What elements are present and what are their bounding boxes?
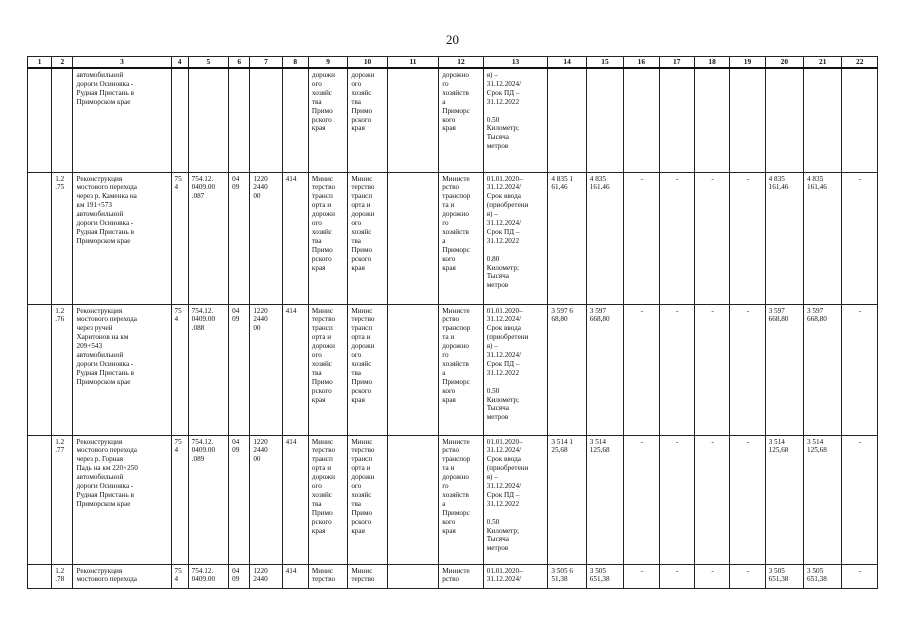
- table-cell: 1.2 .76: [52, 304, 73, 435]
- table-cell: [694, 68, 729, 172]
- table-cell: -: [842, 564, 878, 588]
- table-cell: 1.2 .75: [52, 172, 73, 304]
- table-cell: -: [659, 172, 694, 304]
- table-cell: автомобильной дороги Осиновка - Рудная Пристань в Приморском крае: [73, 68, 171, 172]
- table-cell: -: [659, 304, 694, 435]
- table-cell: -: [694, 564, 729, 588]
- table-cell: 75 4: [171, 172, 188, 304]
- column-header: 18: [694, 57, 729, 69]
- table-cell: 04 09: [229, 304, 250, 435]
- table-cell: -: [842, 172, 878, 304]
- table-cell: 75 4: [171, 564, 188, 588]
- table-cell: 754.12. 0409.00 .087: [188, 172, 228, 304]
- table-cell: [52, 68, 73, 172]
- table-cell: 1.2 .77: [52, 435, 73, 564]
- table-cell: 4 835 1 61,46: [548, 172, 586, 304]
- column-header: 19: [730, 57, 765, 69]
- table-row: [28, 304, 878, 435]
- table-cell: -: [659, 435, 694, 564]
- column-header: 16: [624, 57, 659, 69]
- table-cell: [624, 68, 659, 172]
- table-cell: 1220 2440: [250, 564, 282, 588]
- column-header: 3: [73, 57, 171, 69]
- table-cell: Минис терство: [348, 564, 387, 588]
- table-cell: 04 09: [229, 435, 250, 564]
- column-header: 22: [842, 57, 878, 69]
- table-cell: [387, 172, 439, 304]
- table-cell: 3 505 651,38: [765, 564, 803, 588]
- page-number: 20: [446, 32, 459, 47]
- table-cell: [804, 68, 842, 172]
- table-cell: дорожно го хозяйств а Приморс кого края: [439, 68, 483, 172]
- table-cell: 75 4: [171, 435, 188, 564]
- table-cell: [586, 68, 623, 172]
- table-cell: [842, 68, 878, 172]
- table-cell: 3 505 651,38: [586, 564, 623, 588]
- table-cell: 414: [282, 435, 308, 564]
- table-cell: [28, 172, 52, 304]
- table-cell: 04 09: [229, 172, 250, 304]
- table-cell: [387, 68, 439, 172]
- table-cell: дорожн ого хозяйс тва Примо рского края: [308, 68, 347, 172]
- column-header: 5: [188, 57, 228, 69]
- column-header: 1: [28, 57, 52, 69]
- table-row: [28, 68, 878, 172]
- column-header: 2: [52, 57, 73, 69]
- table-cell: -: [730, 435, 765, 564]
- table-cell: 3 505 651,38: [804, 564, 842, 588]
- table-cell: [28, 304, 52, 435]
- table-cell: [659, 68, 694, 172]
- table-cell: 75 4: [171, 304, 188, 435]
- table-cell: -: [730, 172, 765, 304]
- table-cell: 3 597 6 68,80: [548, 304, 586, 435]
- table-cell: -: [842, 304, 878, 435]
- table-cell: 414: [282, 564, 308, 588]
- column-number-row: [28, 57, 878, 69]
- table-cell: 1220 2440 00: [250, 304, 282, 435]
- table-cell: -: [694, 435, 729, 564]
- table-cell: [229, 68, 250, 172]
- table-cell: 01.01.2020– 31.12.2024/ Срок ввода (приобретени я) – 31.12.2024/ Срок ПД – 31.12.2022 0.80 Километр; Тысяча метров: [483, 172, 548, 304]
- table-cell: Минис терство трансп орта и дорожн ого хозяйс тва Примо рского края: [308, 172, 347, 304]
- table-cell: -: [624, 435, 659, 564]
- column-header: 4: [171, 57, 188, 69]
- table-cell: 4 835 161,46: [586, 172, 623, 304]
- table-cell: [387, 564, 439, 588]
- column-header: 8: [282, 57, 308, 69]
- budget-table: [27, 56, 878, 589]
- table-cell: Министе рство: [439, 564, 483, 588]
- table-cell: [250, 68, 282, 172]
- table-cell: 3 514 1 25,68: [548, 435, 586, 564]
- table-cell: [387, 435, 439, 564]
- table-cell: [28, 68, 52, 172]
- column-header: 12: [439, 57, 483, 69]
- table-cell: 01.01.2020– 31.12.2024/ Срок ввода (приобретени я) – 31.12.2024/ Срок ПД – 31.12.2022 0.50 Километр; Тысяча метров: [483, 435, 548, 564]
- table-cell: 3 514 125,68: [765, 435, 803, 564]
- table-cell: Минис терство трансп орта и дорожн ого хозяйс тва Примо рского края: [308, 304, 347, 435]
- column-header: 11: [387, 57, 439, 69]
- table-cell: 754.12. 0409.00 .089: [188, 435, 228, 564]
- column-header: 21: [804, 57, 842, 69]
- table-cell: [730, 68, 765, 172]
- column-header: 14: [548, 57, 586, 69]
- table-cell: -: [659, 564, 694, 588]
- table-row: [28, 172, 878, 304]
- table-cell: 04 09: [229, 564, 250, 588]
- table-cell: -: [694, 172, 729, 304]
- table-cell: [188, 68, 228, 172]
- table-cell: 1.2 .78: [52, 564, 73, 588]
- table-cell: [28, 564, 52, 588]
- table-row: [28, 564, 878, 588]
- table-cell: Минис терство трансп орта и дорожн ого хозяйс тва Примо рского края: [308, 435, 347, 564]
- table-cell: -: [624, 172, 659, 304]
- table-cell: Министе рство транспор та и дорожно го хозяйств а Приморс кого края: [439, 304, 483, 435]
- table-cell: 414: [282, 172, 308, 304]
- table-cell: 1220 2440 00: [250, 172, 282, 304]
- table-cell: [548, 68, 586, 172]
- table-cell: Министе рство транспор та и дорожно го хозяйств а Приморс кого края: [439, 172, 483, 304]
- table-cell: [28, 435, 52, 564]
- table-cell: -: [694, 304, 729, 435]
- table-cell: -: [730, 564, 765, 588]
- table-cell: 01.01.2020– 31.12.2024/ Срок ввода (приобретени я) – 31.12.2024/ Срок ПД – 31.12.2022 0.50 Километр; Тысяча метров: [483, 304, 548, 435]
- column-header: 10: [348, 57, 387, 69]
- table-cell: 754.12. 0409.00 .088: [188, 304, 228, 435]
- column-header: 15: [586, 57, 623, 69]
- table-cell: [282, 68, 308, 172]
- table-cell: -: [624, 564, 659, 588]
- table-cell: 414: [282, 304, 308, 435]
- table-cell: 3 514 125,68: [804, 435, 842, 564]
- table-cell: Минис терство трансп орта и дорожн ого хозяйс тва Примо рского края: [348, 435, 387, 564]
- table-cell: Реконструкция мостового перехода: [73, 564, 171, 588]
- table-cell: 4 835 161,46: [804, 172, 842, 304]
- table-cell: [387, 304, 439, 435]
- table-cell: [765, 68, 803, 172]
- table-cell: 3 514 125,68: [586, 435, 623, 564]
- table-cell: дорожн ого хозяйс тва Примо рского края: [348, 68, 387, 172]
- table-cell: 3 505 6 51,38: [548, 564, 586, 588]
- table-cell: -: [624, 304, 659, 435]
- table-cell: 1220 2440 00: [250, 435, 282, 564]
- table-cell: 4 835 161,46: [765, 172, 803, 304]
- table-cell: Реконструкция мостового перехода через ручей Харитонов на км 209+543 автомобильной дороги Осиновка - Рудная Пристань в Приморском крае: [73, 304, 171, 435]
- table-cell: 754.12. 0409.00: [188, 564, 228, 588]
- table-cell: -: [730, 304, 765, 435]
- table-cell: Реконструкция мостового перехода через р. Горная Падь на км 220+250 автомобильной дороги Осиновка - Рудная Пристань в Приморском крае: [73, 435, 171, 564]
- table-cell: [171, 68, 188, 172]
- table-cell: Минис терство: [308, 564, 347, 588]
- table-cell: 01.01.2020– 31.12.2024/: [483, 564, 548, 588]
- table-cell: Реконструкция мостового перехода через р. Каменка на км 191+573 автомобильной дороги Осиновка - Рудная Пристань в Приморском крае: [73, 172, 171, 304]
- column-header: 7: [250, 57, 282, 69]
- table-cell: Министе рство транспор та и дорожно го хозяйств а Приморс кого края: [439, 435, 483, 564]
- table-cell: -: [842, 435, 878, 564]
- table-cell: я) – 31.12.2024/ Срок ПД – 31.12.2022 0.50 Километр; Тысяча метров: [483, 68, 548, 172]
- table-cell: 3 597 668,80: [804, 304, 842, 435]
- table-row: [28, 435, 878, 564]
- table-cell: Минис терство трансп орта и дорожн ого хозяйс тва Примо рского края: [348, 304, 387, 435]
- table-cell: 3 597 668,80: [765, 304, 803, 435]
- table-cell: 3 597 668,80: [586, 304, 623, 435]
- column-header: 13: [483, 57, 548, 69]
- column-header: 6: [229, 57, 250, 69]
- table-cell: Минис терство трансп орта и дорожн ого хозяйс тва Примо рского края: [348, 172, 387, 304]
- column-header: 17: [659, 57, 694, 69]
- column-header: 20: [765, 57, 803, 69]
- column-header: 9: [308, 57, 347, 69]
